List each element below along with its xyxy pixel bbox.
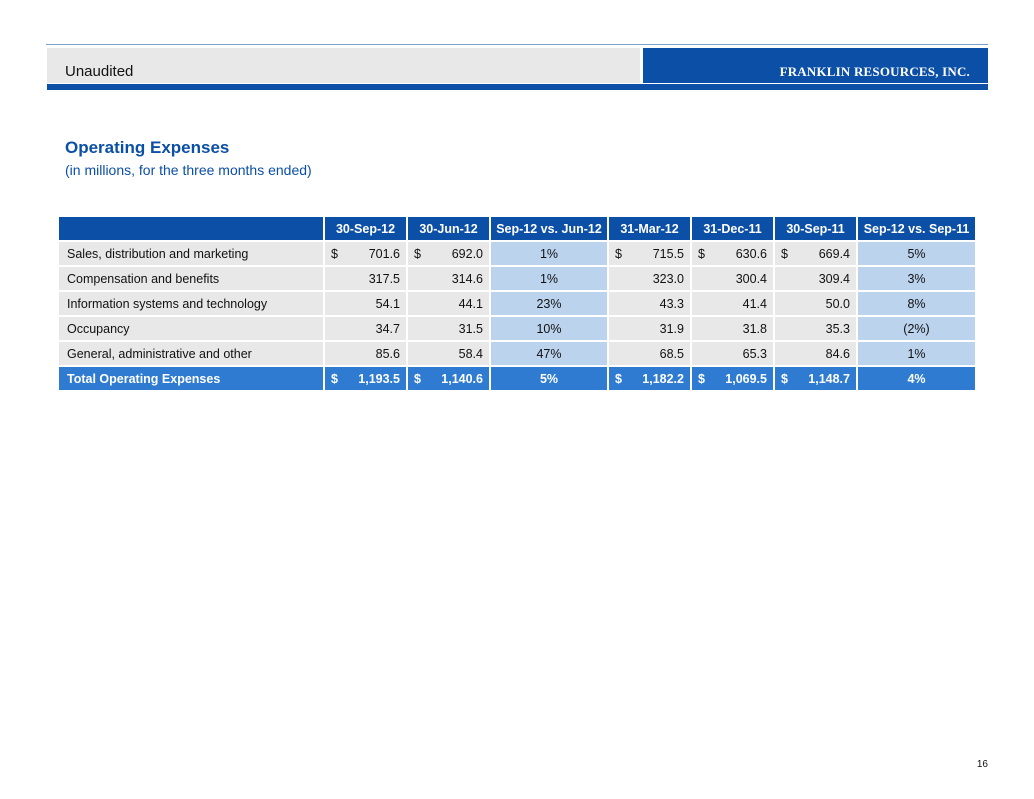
cell-value: 68.5: [659, 346, 684, 361]
percent-change-cell: 5%: [858, 242, 975, 265]
percent-change-cell: 5%: [491, 367, 607, 390]
cell-value: 692.0: [451, 246, 483, 261]
row-label: Compensation and benefits: [59, 267, 323, 290]
table-header-row: [59, 217, 975, 240]
percent-change-cell: (2%): [858, 317, 975, 340]
currency-symbol: $: [331, 371, 338, 386]
value-cell: [609, 317, 690, 340]
column-header: 30-Jun-12: [408, 217, 489, 240]
percent-change-cell: 3%: [858, 267, 975, 290]
cell-value: 84.6: [825, 346, 850, 361]
value-cell: [692, 367, 773, 390]
value-cell: [408, 367, 489, 390]
value-cell: [692, 342, 773, 365]
currency-symbol: $: [698, 246, 705, 261]
cell-value: 701.6: [368, 246, 400, 261]
cell-value: 309.4: [818, 271, 850, 286]
row-label: Information systems and technology: [59, 292, 323, 315]
value-cell: [775, 317, 856, 340]
value-cell: [609, 292, 690, 315]
cell-value: 31.9: [659, 321, 684, 336]
value-cell: [775, 267, 856, 290]
value-cell: [609, 367, 690, 390]
page-number: 16: [976, 759, 988, 770]
value-cell: [775, 342, 856, 365]
percent-change-cell: 1%: [491, 267, 607, 290]
value-cell: [325, 242, 406, 265]
value-cell: [325, 342, 406, 365]
value-cell: [325, 267, 406, 290]
unaudited-label: Unaudited: [65, 63, 134, 80]
percent-change-cell: 1%: [858, 342, 975, 365]
cell-value: 1,140.6: [441, 371, 483, 386]
header-right-panel: [643, 48, 988, 83]
table-row: [59, 342, 975, 365]
currency-symbol: $: [414, 246, 421, 261]
value-cell: [609, 242, 690, 265]
cell-value: 35.3: [825, 321, 850, 336]
header-top-rule: [46, 44, 988, 45]
page-title: Operating Expenses: [65, 138, 230, 157]
column-header: 30-Sep-12: [325, 217, 406, 240]
cell-value: 1,182.2: [642, 371, 684, 386]
cell-value: 50.0: [825, 296, 850, 311]
cell-value: 630.6: [735, 246, 767, 261]
value-cell: [775, 367, 856, 390]
cell-value: 44.1: [458, 296, 483, 311]
row-label: Sales, distribution and marketing: [59, 242, 323, 265]
value-cell: [408, 267, 489, 290]
page-subtitle: (in millions, for the three months ended): [65, 162, 312, 178]
cell-value: 43.3: [659, 296, 684, 311]
value-cell: [692, 317, 773, 340]
cell-value: 34.7: [375, 321, 400, 336]
column-header: Sep-12 vs. Jun-12: [491, 217, 607, 240]
cell-value: 300.4: [735, 271, 767, 286]
cell-value: 85.6: [375, 346, 400, 361]
currency-symbol: $: [781, 246, 788, 261]
value-cell: [325, 292, 406, 315]
value-cell: [325, 367, 406, 390]
value-cell: [692, 242, 773, 265]
column-header: 30-Sep-11: [775, 217, 856, 240]
value-cell: [609, 342, 690, 365]
cell-value: 323.0: [652, 271, 684, 286]
cell-value: 715.5: [652, 246, 684, 261]
currency-symbol: $: [414, 371, 421, 386]
column-header: Sep-12 vs. Sep-11: [858, 217, 975, 240]
column-header: 31-Mar-12: [609, 217, 690, 240]
value-cell: [775, 242, 856, 265]
cell-value: 1,069.5: [725, 371, 767, 386]
currency-symbol: $: [698, 371, 705, 386]
table-row: [59, 242, 975, 265]
percent-change-cell: 1%: [491, 242, 607, 265]
table-row: [59, 317, 975, 340]
cell-value: 31.5: [458, 321, 483, 336]
company-name: FRANKLIN RESOURCES, INC.: [779, 64, 970, 79]
currency-symbol: $: [615, 371, 622, 386]
cell-value: 41.4: [742, 296, 767, 311]
value-cell: [408, 342, 489, 365]
value-cell: [408, 292, 489, 315]
header-left-panel: [47, 48, 640, 83]
row-label: Occupancy: [59, 317, 323, 340]
currency-symbol: $: [615, 246, 622, 261]
cell-value: 669.4: [818, 246, 850, 261]
value-cell: [408, 317, 489, 340]
value-cell: [609, 267, 690, 290]
header-bottom-bar: [47, 84, 988, 90]
cell-value: 31.8: [742, 321, 767, 336]
column-header-blank: [59, 217, 323, 240]
row-label: General, administrative and other: [59, 342, 323, 365]
cell-value: 1,193.5: [358, 371, 400, 386]
percent-change-cell: 23%: [491, 292, 607, 315]
percent-change-cell: 8%: [858, 292, 975, 315]
cell-value: 1,148.7: [808, 371, 850, 386]
value-cell: [325, 317, 406, 340]
currency-symbol: $: [331, 246, 338, 261]
value-cell: [775, 292, 856, 315]
row-label: Total Operating Expenses: [59, 367, 323, 390]
total-row: [59, 367, 975, 390]
currency-symbol: $: [781, 371, 788, 386]
table-row: [59, 267, 975, 290]
percent-change-cell: 4%: [858, 367, 975, 390]
column-header: 31-Dec-11: [692, 217, 773, 240]
cell-value: 317.5: [368, 271, 400, 286]
cell-value: 58.4: [458, 346, 483, 361]
operating-expenses-table: [57, 215, 977, 392]
percent-change-cell: 10%: [491, 317, 607, 340]
cell-value: 54.1: [375, 296, 400, 311]
table-row: [59, 292, 975, 315]
percent-change-cell: 47%: [491, 342, 607, 365]
value-cell: [692, 267, 773, 290]
cell-value: 314.6: [451, 271, 483, 286]
cell-value: 65.3: [742, 346, 767, 361]
value-cell: [408, 242, 489, 265]
value-cell: [692, 292, 773, 315]
